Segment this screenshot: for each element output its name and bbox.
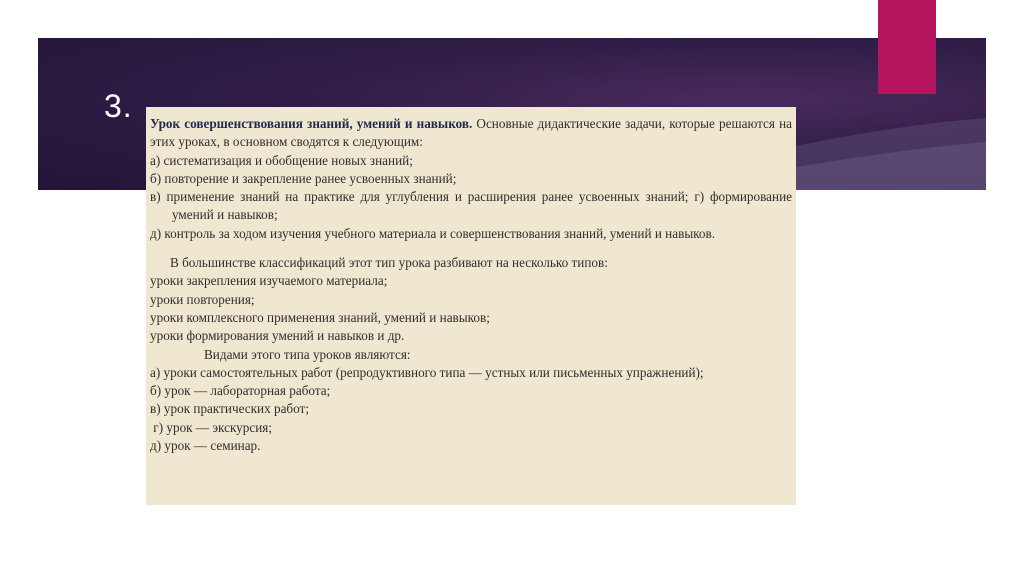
kind-item: в) урок практических работ; xyxy=(150,401,309,417)
scanned-text-image xyxy=(146,107,796,505)
kind-item: д) урок — семинар. xyxy=(150,438,261,454)
task-item: б) повторение и закрепление ранее усвоенных знаний; xyxy=(150,170,457,186)
lesson-type-heading: Урок совершенствования знаний, умений и навыков. xyxy=(150,116,473,131)
spacer xyxy=(150,243,792,254)
accent-tab xyxy=(878,0,936,94)
classification-item: уроки комплексного применения знаний, умений и навыков; xyxy=(150,309,490,325)
task-item: в) применение знаний на практике для углубления и расширения ранее усвоенных знаний; г) формирование умений и навыков; xyxy=(150,189,792,223)
kind-item: г) урок — экскурсия; xyxy=(150,419,273,435)
intro-text: Основные дидактические задачи, которые решаются на этих уроках, в основном сводятся к следующим: xyxy=(150,116,792,150)
kinds-intro: Видами этого типа уроков являются: xyxy=(204,346,411,362)
kind-item: а) уроки самостоятельных работ (репродуктивного типа — устных или письменных упражнений); xyxy=(150,364,704,380)
task-item: а) систематизация и обобщение новых знаний; xyxy=(150,152,413,168)
classification-item: уроки повторения; xyxy=(150,291,255,307)
classification-item: уроки закрепления изучаемого материала; xyxy=(150,273,388,289)
slide-number: 3. xyxy=(104,88,133,124)
classification-item: уроки формирования умений и навыков и др. xyxy=(150,328,405,344)
kind-item: б) урок — лабораторная работа; xyxy=(150,383,331,399)
intro-paragraph xyxy=(150,115,792,152)
task-item: д) контроль за ходом изучения учебного материала и совершенствования знаний, умений и навыков. xyxy=(150,225,716,241)
classification-intro: В большинстве классификаций этот тип урока разбивают на несколько типов: xyxy=(170,255,608,271)
